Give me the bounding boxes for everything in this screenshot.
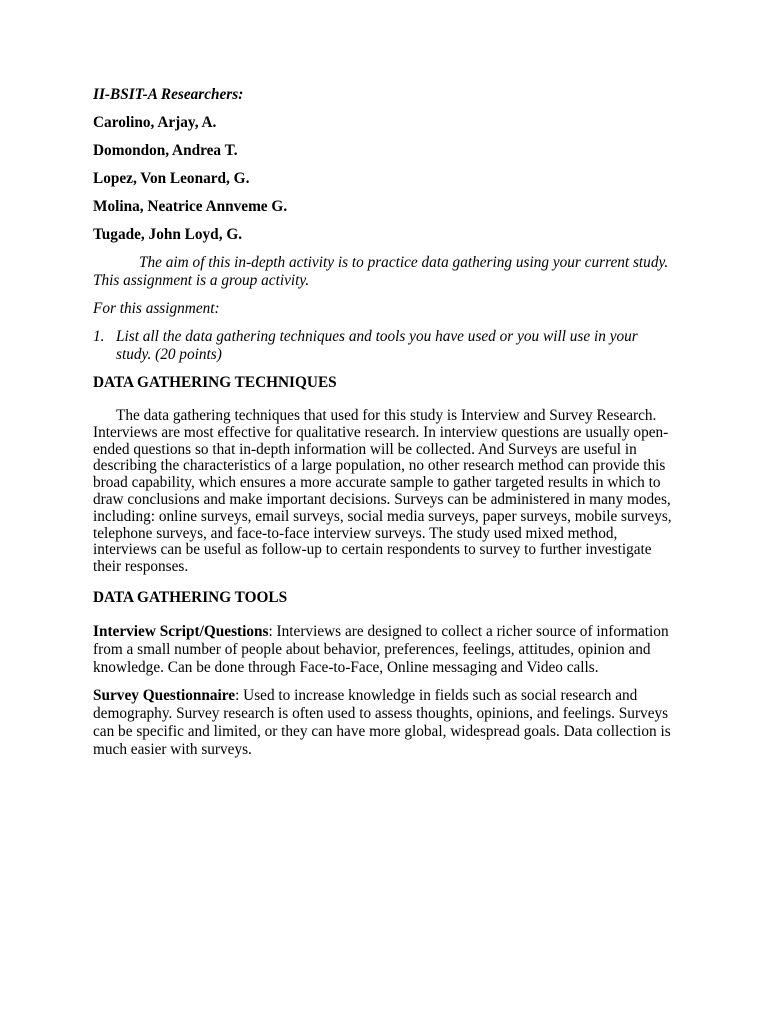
researcher-name: Tugade, John Loyd, G. <box>93 226 243 243</box>
survey-tool-title: Survey Questionnaire <box>93 686 236 704</box>
interview-tool-text: : Interviews are designed to collect a richer source of information from a small number of people about behavior, preferences, feelings, attitudes, opinion and knowledge. Can be done through Face-to-Face, Online messaging and Video calls. <box>93 622 669 676</box>
researchers-heading: II-BSIT-A Researchers: <box>93 86 244 103</box>
assignment-aim: The aim of this in-depth activity is to practice data gathering using your current study. This assignment is a group activity. <box>93 254 669 289</box>
assignment-task <box>93 328 675 364</box>
task-number: 1. <box>93 328 105 345</box>
survey-tool-paragraph <box>93 687 675 759</box>
researcher-name: Lopez, Von Leonard, G. <box>93 170 250 187</box>
document-page <box>93 86 675 769</box>
researcher-name: Domondon, Andrea T. <box>93 142 238 159</box>
for-assignment-label: For this assignment: <box>93 300 220 317</box>
tools-heading: DATA GATHERING TOOLS <box>93 588 288 606</box>
interview-tool-title: Interview Script/Questions <box>93 622 269 640</box>
techniques-heading: DATA GATHERING TECHNIQUES <box>93 374 337 391</box>
techniques-paragraph: The data gathering techniques that used for this study is Interview and Survey Research. Interviews are most effective for qualitative research. In interview questions are usually open-ended questions so that in-depth information will be collected. And Surveys are useful in describing the characteristics of a large population, no other research method can provide this broad capability, which ensures a more accurate sample to gather targeted results in which to draw conclusions and make important decisions. Surveys can be administered in many modes, including: online surveys, email surveys, social media surveys, paper surveys, mobile surveys, telephone surveys, and face-to-face interview surveys. The study used mixed method, interviews can be useful as follow-up to certain respondents to survey to further investigate their responses. <box>93 407 672 576</box>
researcher-name: Molina, Neatrice Annveme G. <box>93 198 288 215</box>
survey-tool-text: : Used to increase knowledge in fields such as social research and demography. Survey research is often used to assess thoughts, opinions, and feelings. Surveys can be specific and limited, or they can have more global, widespread goals. Data collection is much easier with surveys. <box>93 686 671 758</box>
interview-tool-paragraph <box>93 623 675 677</box>
researcher-name: Carolino, Arjay, A. <box>93 114 217 131</box>
task-text: List all the data gathering techniques and tools you have used or you will use in your study. (20 points) <box>116 328 638 363</box>
